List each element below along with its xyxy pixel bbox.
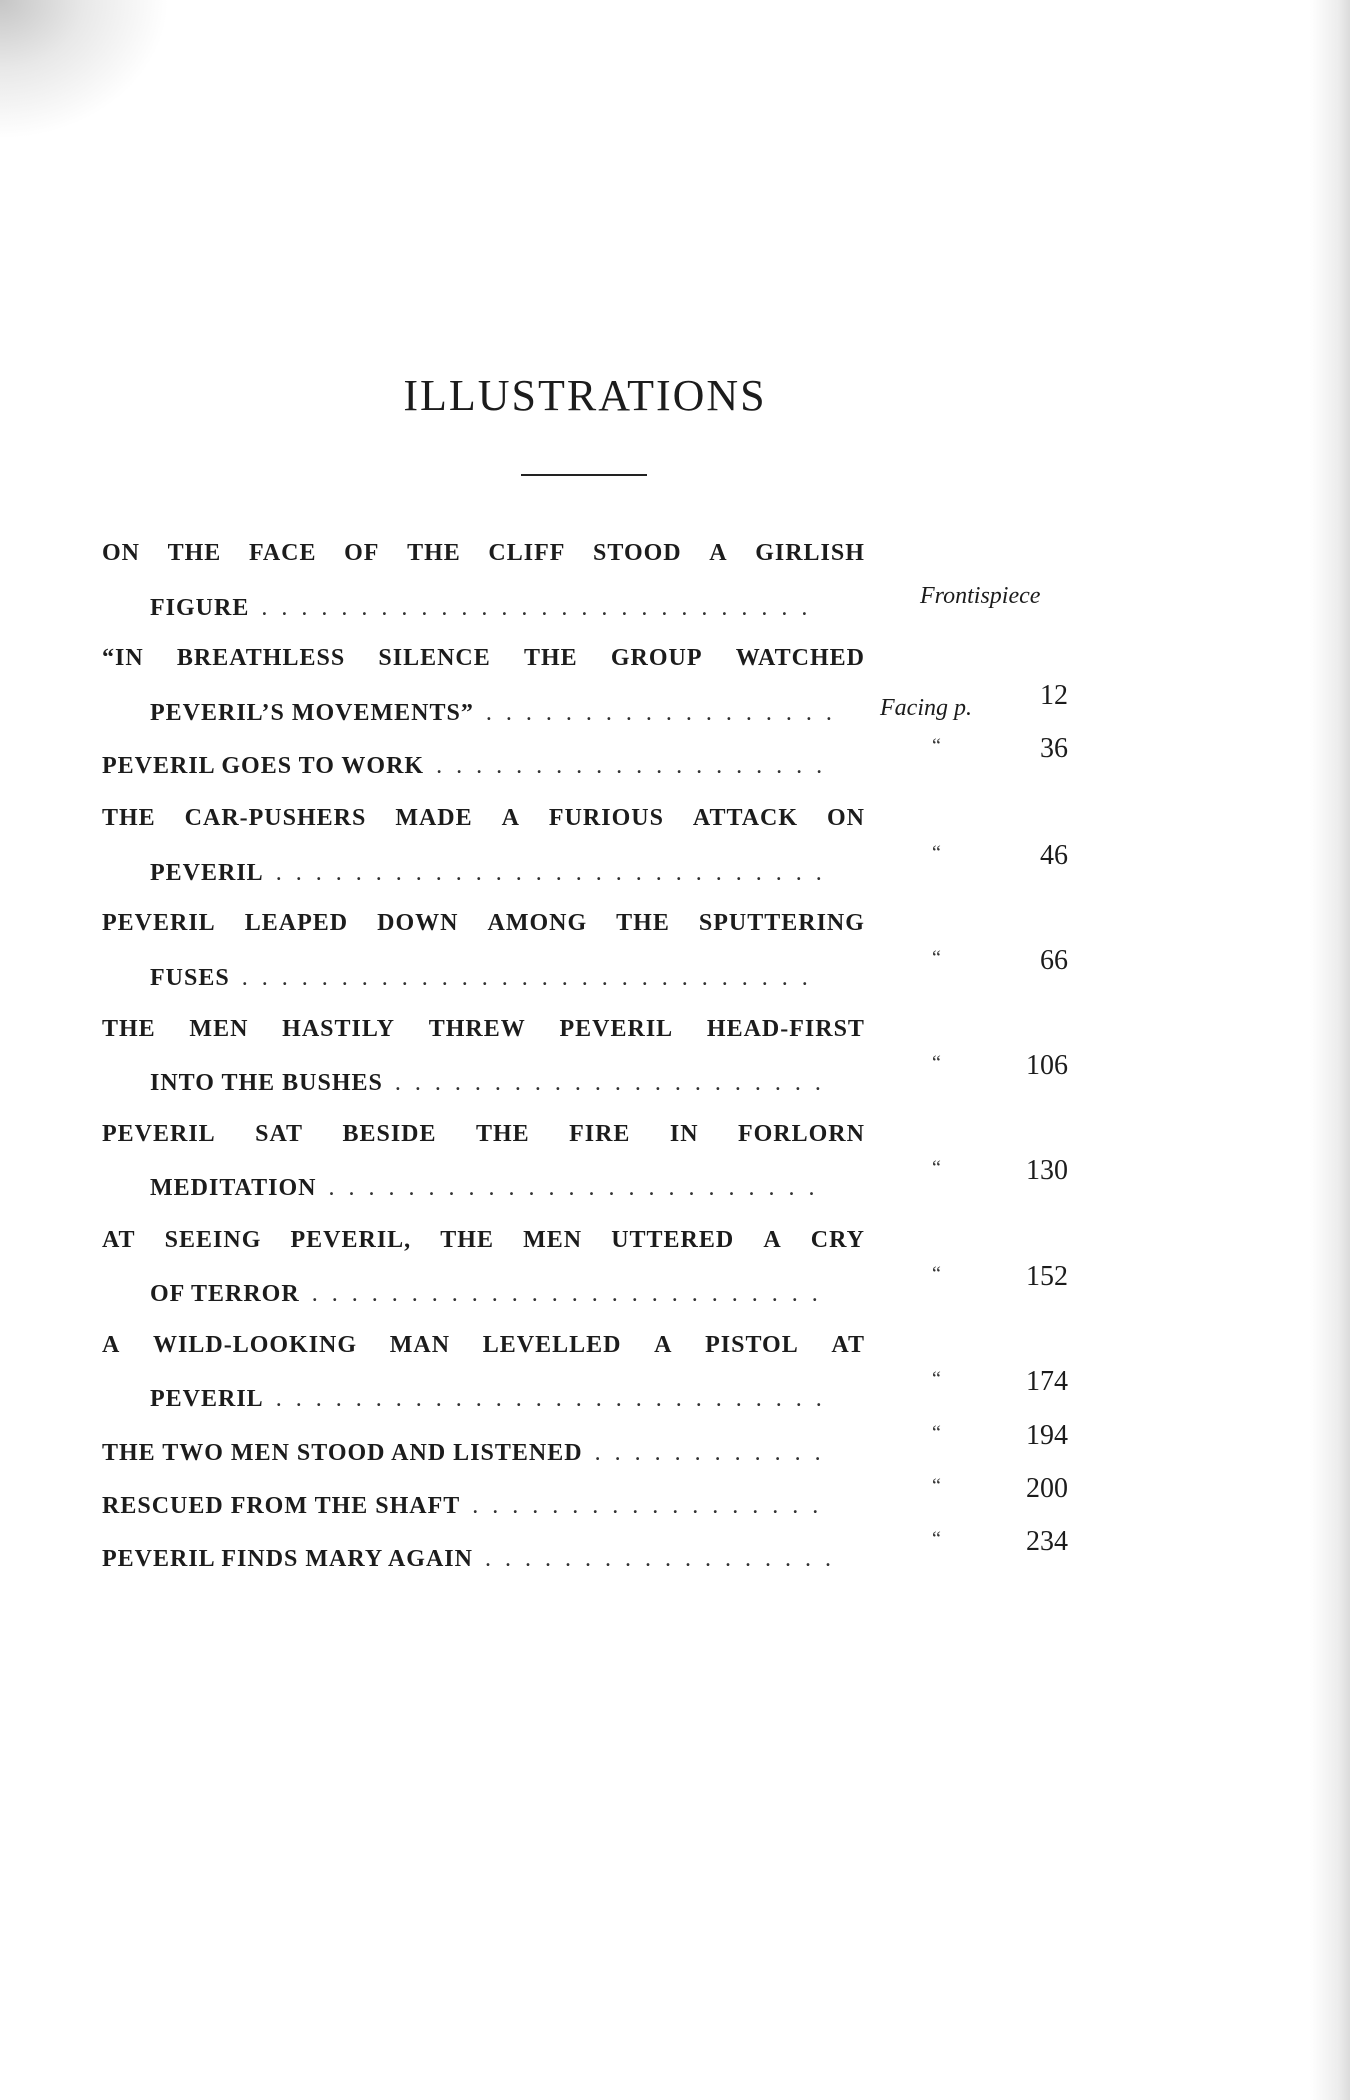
entry-word: A [654, 1332, 673, 1358]
entry-title-line [102, 645, 865, 672]
dot-leader: .................... [436, 753, 837, 779]
entry-title-last-line [150, 860, 836, 887]
entry-word: LEAPED [244, 910, 349, 936]
dot-leader: ............................ [275, 1386, 836, 1412]
dot-leader: .................. [472, 1493, 833, 1519]
entry-caption: Facing p. [880, 695, 972, 721]
entry-word: MADE [395, 805, 473, 831]
entry-word: STOOD [593, 540, 682, 566]
entry-word: A [501, 805, 520, 831]
entry-word: DOWN [377, 910, 459, 936]
ditto-mark: “ [932, 842, 942, 864]
entry-title-text: MEDITATION [150, 1175, 317, 1201]
entry-page-number: 194 [1026, 1420, 1068, 1451]
entry-word: BESIDE [342, 1121, 437, 1147]
entry-word: PEVERIL [559, 1016, 674, 1042]
dot-leader: .................. [485, 700, 846, 726]
entry-word: WATCHED [735, 645, 865, 671]
entry-word: MEN [523, 1227, 583, 1253]
entry-word: HASTILY [282, 1016, 395, 1042]
entry-title-last-line [150, 1386, 836, 1413]
dot-leader: .................. [484, 1546, 845, 1572]
dot-leader: .......................... [311, 1281, 832, 1307]
ditto-mark: “ [932, 1368, 942, 1390]
entry-word: THE [523, 645, 578, 671]
entry-title-line [102, 1121, 865, 1148]
entry-word: THE [475, 1121, 530, 1147]
entry-word: GROUP [610, 645, 703, 671]
ditto-mark: “ [932, 1263, 942, 1285]
entry-caption: Frontispiece [920, 583, 1041, 609]
entry-word: A [709, 540, 728, 566]
dot-leader: ............................. [241, 965, 822, 991]
entry-word: CAR-PUSHERS [184, 805, 367, 831]
entry-word: ATTACK [692, 805, 799, 831]
ditto-mark: “ [932, 947, 942, 969]
entry-title-last-line [102, 1546, 845, 1573]
entry-word: THE [102, 1016, 156, 1042]
entry-word: PEVERIL [102, 910, 216, 936]
entry-word: ON [102, 540, 140, 566]
entry-word: FURIOUS [548, 805, 664, 831]
entry-title-line [102, 1332, 865, 1359]
dot-leader: ......................... [328, 1175, 829, 1201]
entry-word: ON [827, 805, 865, 831]
entry-page-number: 152 [1026, 1261, 1068, 1292]
entry-word: IN [669, 1121, 699, 1147]
entry-word: SPUTTERING [698, 910, 865, 936]
ditto-mark: “ [932, 1157, 942, 1179]
ditto-mark: “ [932, 1475, 942, 1497]
entry-page-number: 130 [1026, 1155, 1068, 1186]
entry-word: THE [167, 540, 222, 566]
entry-word: THE [616, 910, 670, 936]
entry-page-number: 234 [1026, 1526, 1068, 1557]
entry-title-last-line [150, 1175, 828, 1202]
ditto-mark: “ [932, 1422, 942, 1444]
dot-leader: ...................... [394, 1070, 835, 1096]
entry-page-number: 36 [1040, 733, 1068, 764]
entry-title-last-line [150, 1070, 835, 1097]
entry-title-last-line [150, 965, 822, 992]
entry-title-text: PEVERIL [150, 1386, 264, 1412]
entry-word: UTTERED [611, 1227, 735, 1253]
entry-word: FIRE [569, 1121, 631, 1147]
entry-word: BREATHLESS [176, 645, 346, 671]
entry-title-text: THE TWO MEN STOOD AND LISTENED [102, 1440, 583, 1466]
entry-title-text: OF TERROR [150, 1281, 300, 1307]
entry-title-last-line [102, 1440, 835, 1467]
entry-word: SAT [255, 1121, 304, 1147]
entry-word: OF [344, 540, 380, 566]
entry-page-number: 200 [1026, 1473, 1068, 1504]
entry-word: FORLORN [737, 1121, 865, 1147]
entry-title-last-line [150, 700, 846, 727]
entry-word: THE [407, 540, 461, 566]
entry-title-line [102, 1227, 865, 1254]
page-title: ILLUSTRATIONS [403, 371, 767, 420]
entry-page-number: 174 [1026, 1366, 1068, 1397]
entry-word: “IN [102, 645, 144, 671]
dot-leader: ............................ [261, 595, 822, 621]
entry-page-number: 106 [1026, 1050, 1068, 1081]
entry-word: PEVERIL, [290, 1227, 412, 1253]
entry-title-line [102, 910, 865, 937]
entry-word: GIRLISH [755, 540, 865, 566]
entry-word: CRY [810, 1227, 865, 1253]
entry-word: PEVERIL [102, 1121, 216, 1147]
entry-title-line [102, 540, 865, 567]
entry-word: FACE [248, 540, 317, 566]
ditto-mark: “ [932, 735, 942, 757]
entry-title-text: PEVERIL FINDS MARY AGAIN [102, 1546, 473, 1572]
entry-page-number: 46 [1040, 840, 1068, 871]
entry-title-text: FUSES [150, 965, 230, 991]
entry-title-last-line [150, 1281, 832, 1308]
entry-word: LEVELLED [482, 1332, 622, 1358]
entry-word: HEAD-FIRST [706, 1016, 865, 1042]
entry-word: THE [102, 805, 156, 831]
ditto-mark: “ [932, 1528, 942, 1550]
entry-word: SILENCE [378, 645, 491, 671]
entry-title-text: FIGURE [150, 595, 250, 621]
entry-word: MEN [189, 1016, 249, 1042]
dot-leader: ............................ [275, 860, 836, 886]
entry-page-number: 66 [1040, 945, 1068, 976]
dot-leader: ............ [594, 1440, 835, 1466]
entry-word: A [102, 1332, 121, 1358]
entry-word: WILD-LOOKING [153, 1332, 358, 1358]
entry-word: AT [831, 1332, 865, 1358]
entry-word: MAN [389, 1332, 451, 1358]
entry-word: A [763, 1227, 782, 1253]
ditto-mark: “ [932, 1052, 942, 1074]
entry-title-text: PEVERIL [150, 860, 264, 886]
entry-title-line [102, 805, 865, 832]
entry-word: AT [102, 1227, 136, 1253]
entry-word: CLIFF [488, 540, 566, 566]
entry-title-text: INTO THE BUSHES [150, 1070, 383, 1096]
entry-title-text: PEVERIL GOES TO WORK [102, 753, 425, 779]
entry-word: THREW [428, 1016, 526, 1042]
entry-title-last-line [150, 595, 821, 622]
entry-title-last-line [102, 1493, 832, 1520]
entry-page-number: 12 [1040, 680, 1068, 711]
entry-title-line [102, 1016, 865, 1043]
entry-word: SEEING [164, 1227, 262, 1253]
entry-title-text: PEVERIL’S MOVEMENTS” [150, 700, 474, 726]
entry-title-text: RESCUED FROM THE SHAFT [102, 1493, 461, 1519]
entry-word: THE [440, 1227, 494, 1253]
entry-title-last-line [102, 753, 836, 780]
entry-word: AMONG [487, 910, 588, 936]
entry-word: PISTOL [705, 1332, 799, 1358]
